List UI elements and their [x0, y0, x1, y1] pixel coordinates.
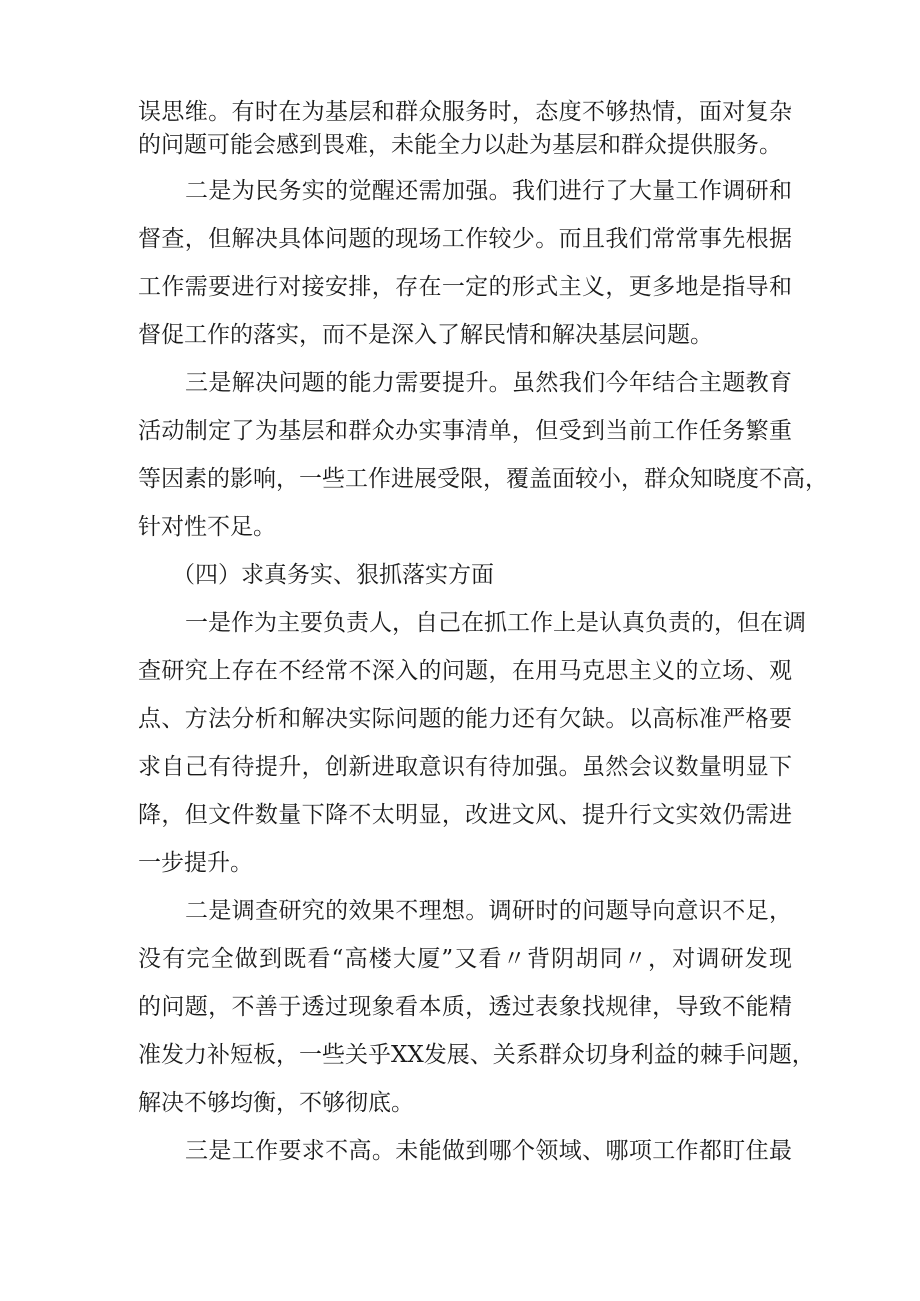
paragraph-first-line: 三是解决问题的能力需要提升。虽然我们今年结合主题教育 — [185, 370, 792, 396]
paragraph-first-line: 一是作为主要负责人，自己在抓工作上是认真负责的，但在调 — [185, 610, 806, 636]
text-line: 督查，但解决具体问题的现场工作较少。而且我们常常事先根据 — [138, 226, 792, 252]
text-line: 降，但文件数量下降不太明显，改进文风、提升行文实效仍需进 — [138, 802, 792, 828]
text-line: 的问题可能会感到畏难，未能全力以赴为基层和群众提供服务。 — [138, 132, 782, 158]
text-line: 一步提升。 — [138, 850, 253, 876]
text-line: 点、方法分析和解决实际问题的能力还有欠缺。以高标准严格要 — [138, 706, 792, 732]
paragraph-first-line: 二是为民务实的觉醒还需加强。我们进行了大量工作调研和 — [185, 178, 792, 204]
text-line: 活动制定了为基层和群众办实事清单，但受到当前工作任务繁重 — [138, 418, 792, 444]
text-line: 督促工作的落实，而不是深入了解民情和解决基层问题。 — [138, 322, 713, 348]
text-line: 的问题，不善于透过现象看本质，透过表象找规律，导致不能精 — [138, 994, 792, 1020]
text-line: 等因素的影响，一些工作进展受限，覆盖面较小，群众知晓度不高， — [138, 466, 828, 492]
paragraph-first-line: 二是调查研究的效果不理想。调研时的问题导向意识不足， — [185, 898, 792, 924]
text-line: 误思维。有时在为基层和群众服务时，态度不够热情，面对复杂 — [138, 99, 792, 125]
text-line: 查研究上存在不经常不深入的问题，在用马克思主义的立场、观 — [138, 658, 792, 684]
text-line: 工作需要进行对接安排，存在一定的形式主义，更多地是指导和 — [138, 274, 792, 300]
text-line: 解决不够均衡，不够彻底。 — [138, 1090, 414, 1116]
paragraph-first-line: 三是工作要求不高。未能做到哪个领域、哪项工作都盯住最 — [185, 1138, 792, 1164]
section-heading: （四）求真务实、狠抓落实方面 — [172, 562, 494, 588]
text-line: 针对性不足。 — [138, 514, 276, 540]
text-line: 没有完全做到既看“高楼大厦”又看〃背阴胡同〃，对调研发现 — [138, 946, 792, 972]
text-line: 准发力补短板，一些关乎XX发展、关系群众切身利益的棘手问题， — [138, 1042, 815, 1068]
text-line: 求自己有待提升，创新进取意识有待加强。虽然会议数量明显下 — [138, 754, 792, 780]
